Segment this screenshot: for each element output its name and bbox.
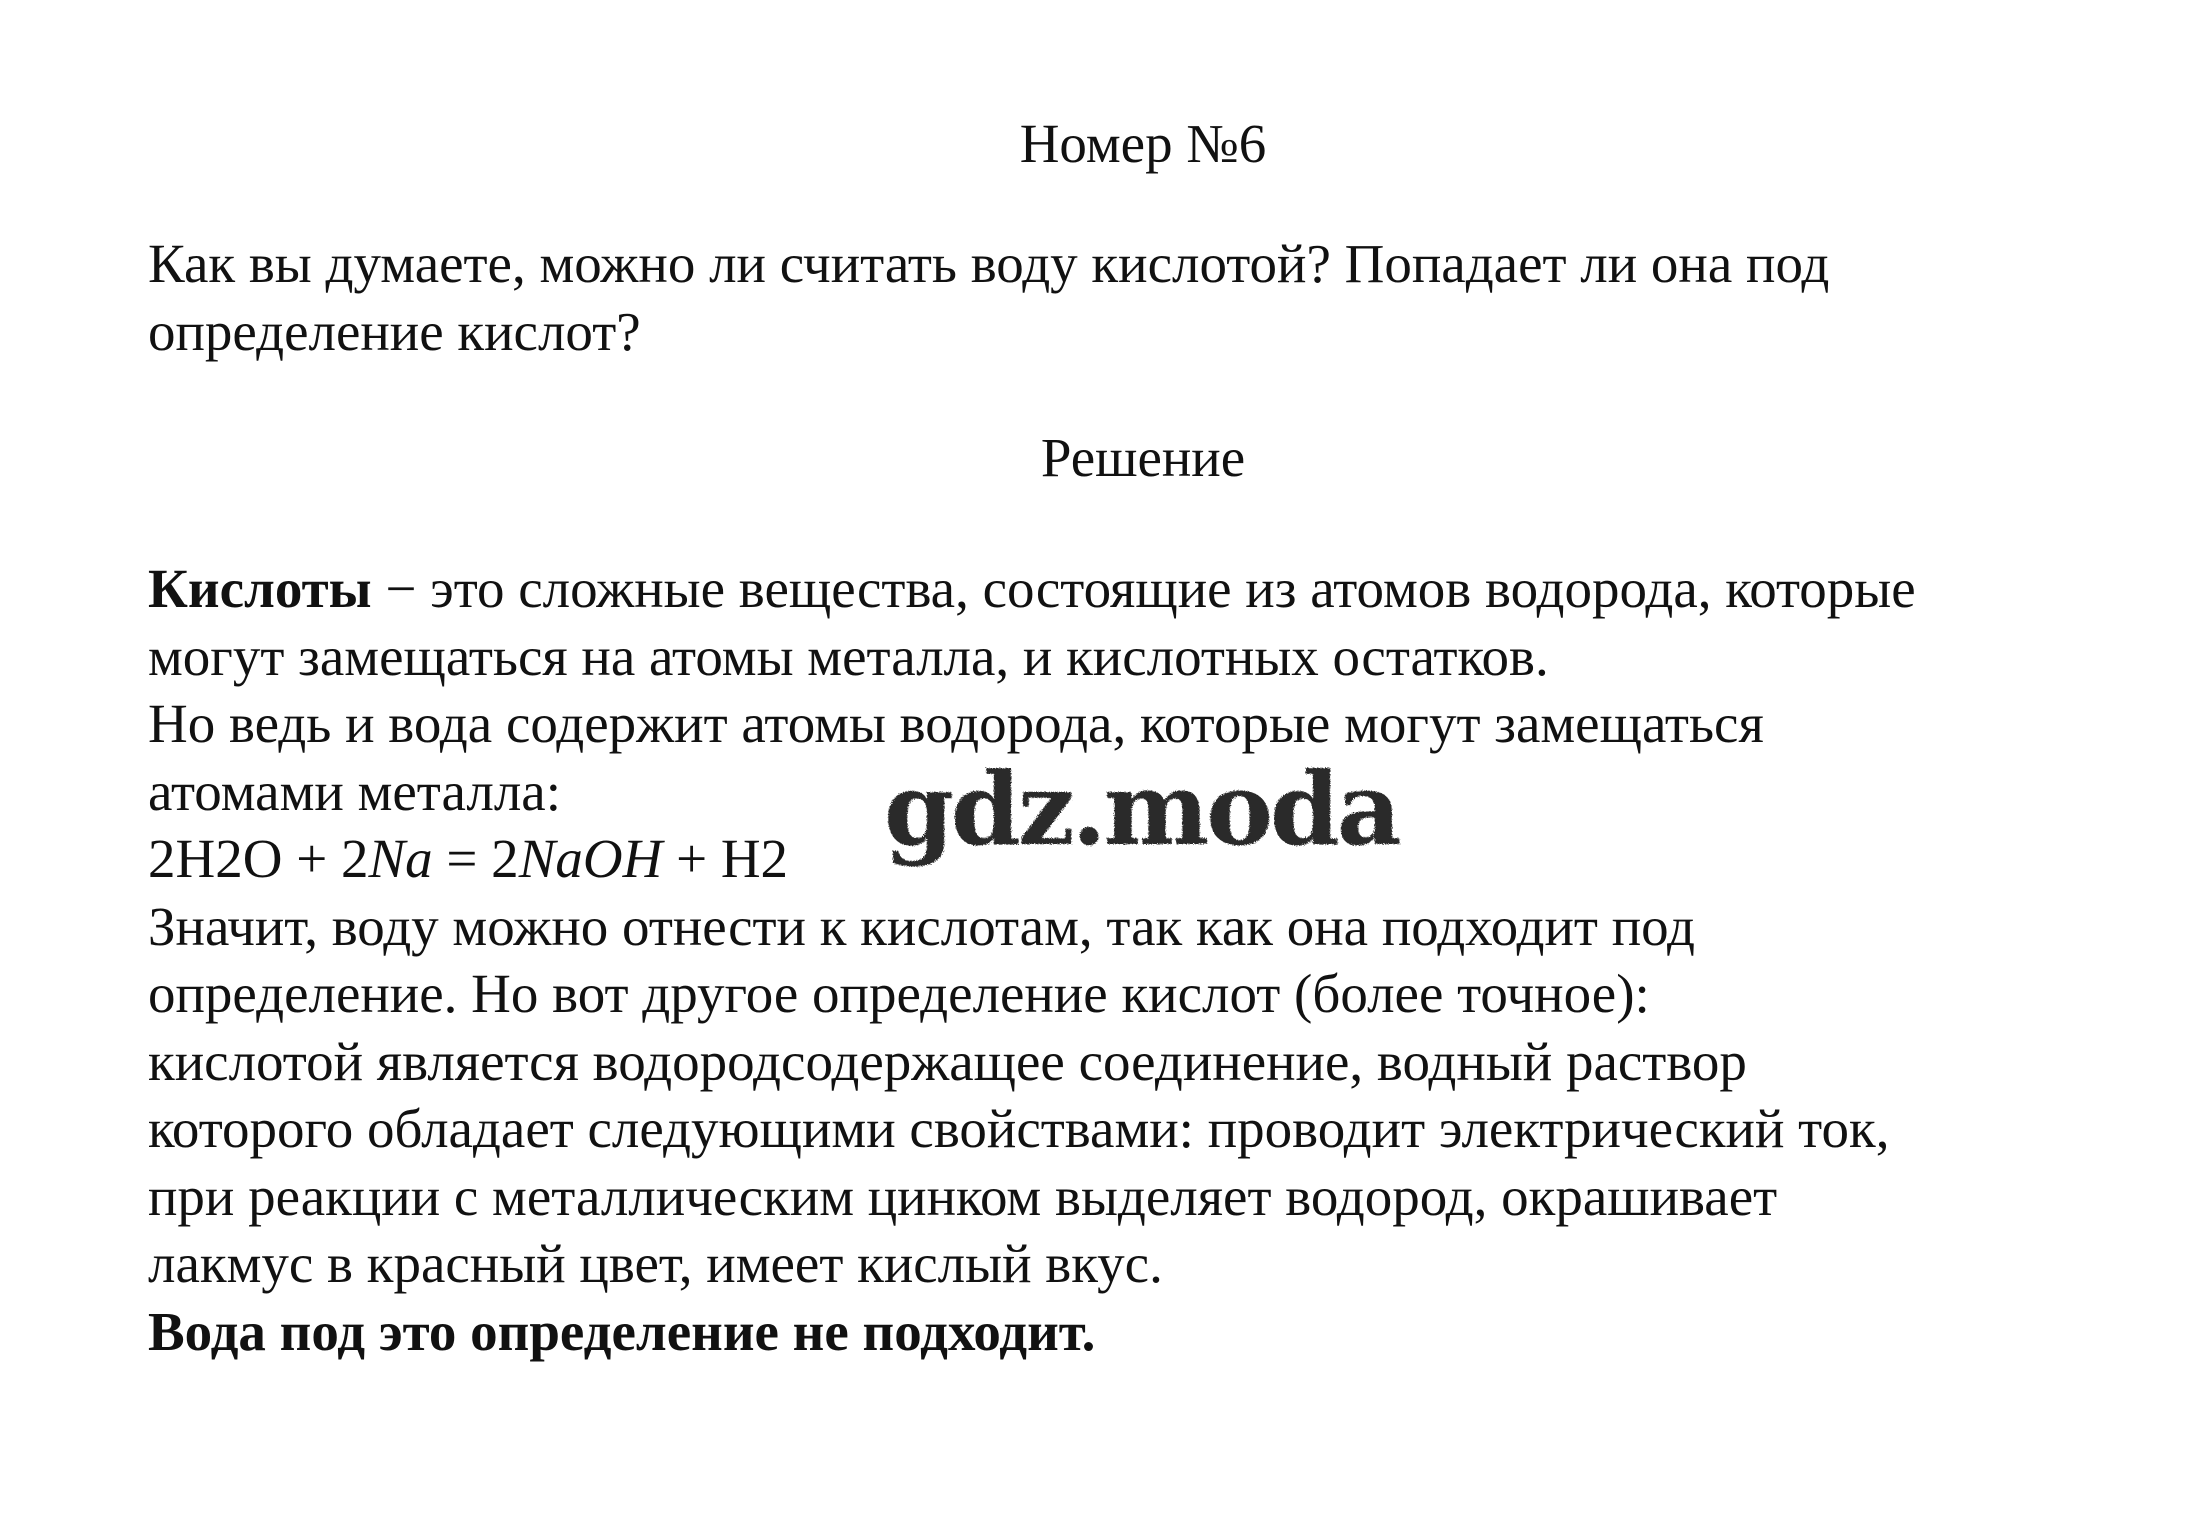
solution-line: которого обладает следующими свойствами: проводит электрический ток, bbox=[148, 1098, 1890, 1159]
solution-line: атомами металла: bbox=[148, 760, 561, 822]
question-text bbox=[148, 230, 2138, 365]
solution-heading: Решение bbox=[1040, 427, 1246, 488]
solution-line: лакмус в красный цвет, имеет кислый вкус. bbox=[148, 1233, 1163, 1294]
definition-line bbox=[148, 555, 2138, 623]
solution-line: при реакции с металлическим цинком выделяет водород, окрашивает bbox=[148, 1165, 1778, 1227]
final-conclusion: Вода под это определение не подходит. bbox=[148, 1300, 1096, 1362]
solution-line: кислотой является водородсодержащее соединение, водный раствор bbox=[148, 1030, 1747, 1092]
watermark-logo-graphic bbox=[880, 760, 1520, 880]
watermark-logo bbox=[880, 760, 1520, 880]
equation-part: 2H2O + 2 bbox=[148, 828, 369, 889]
solution-line: Но ведь и вода содержит атомы водорода, которые могут замещаться bbox=[148, 693, 1764, 754]
equation-part: = 2 bbox=[432, 828, 519, 889]
svg-text:gdz.moda: gdz.moda bbox=[884, 760, 1399, 868]
solution-line: Значит, воду можно отнести к кислотам, так как она подходит под bbox=[148, 895, 1696, 957]
equation-part: NaOH bbox=[518, 828, 663, 889]
equation-part: + H2 bbox=[662, 828, 789, 889]
solution-line: определение. Но вот другое определение кислот (более точное): bbox=[148, 963, 1650, 1024]
definition-line: могут замещаться на атомы металла, и кислотных остатков. bbox=[148, 625, 1549, 687]
equation-part: Na bbox=[368, 828, 433, 889]
question-line: Как вы думаете, можно ли считать воду кислотой? Попадает ли она под bbox=[148, 233, 1830, 294]
definition-text: − это сложные вещества, состоящие из атомов водорода, которые bbox=[371, 558, 1916, 619]
page-title: Номер №6 bbox=[1019, 113, 1267, 174]
solution-text bbox=[148, 555, 2138, 1365]
definition-term: Кислоты bbox=[148, 558, 372, 619]
question-line: определение кислот? bbox=[148, 300, 641, 362]
